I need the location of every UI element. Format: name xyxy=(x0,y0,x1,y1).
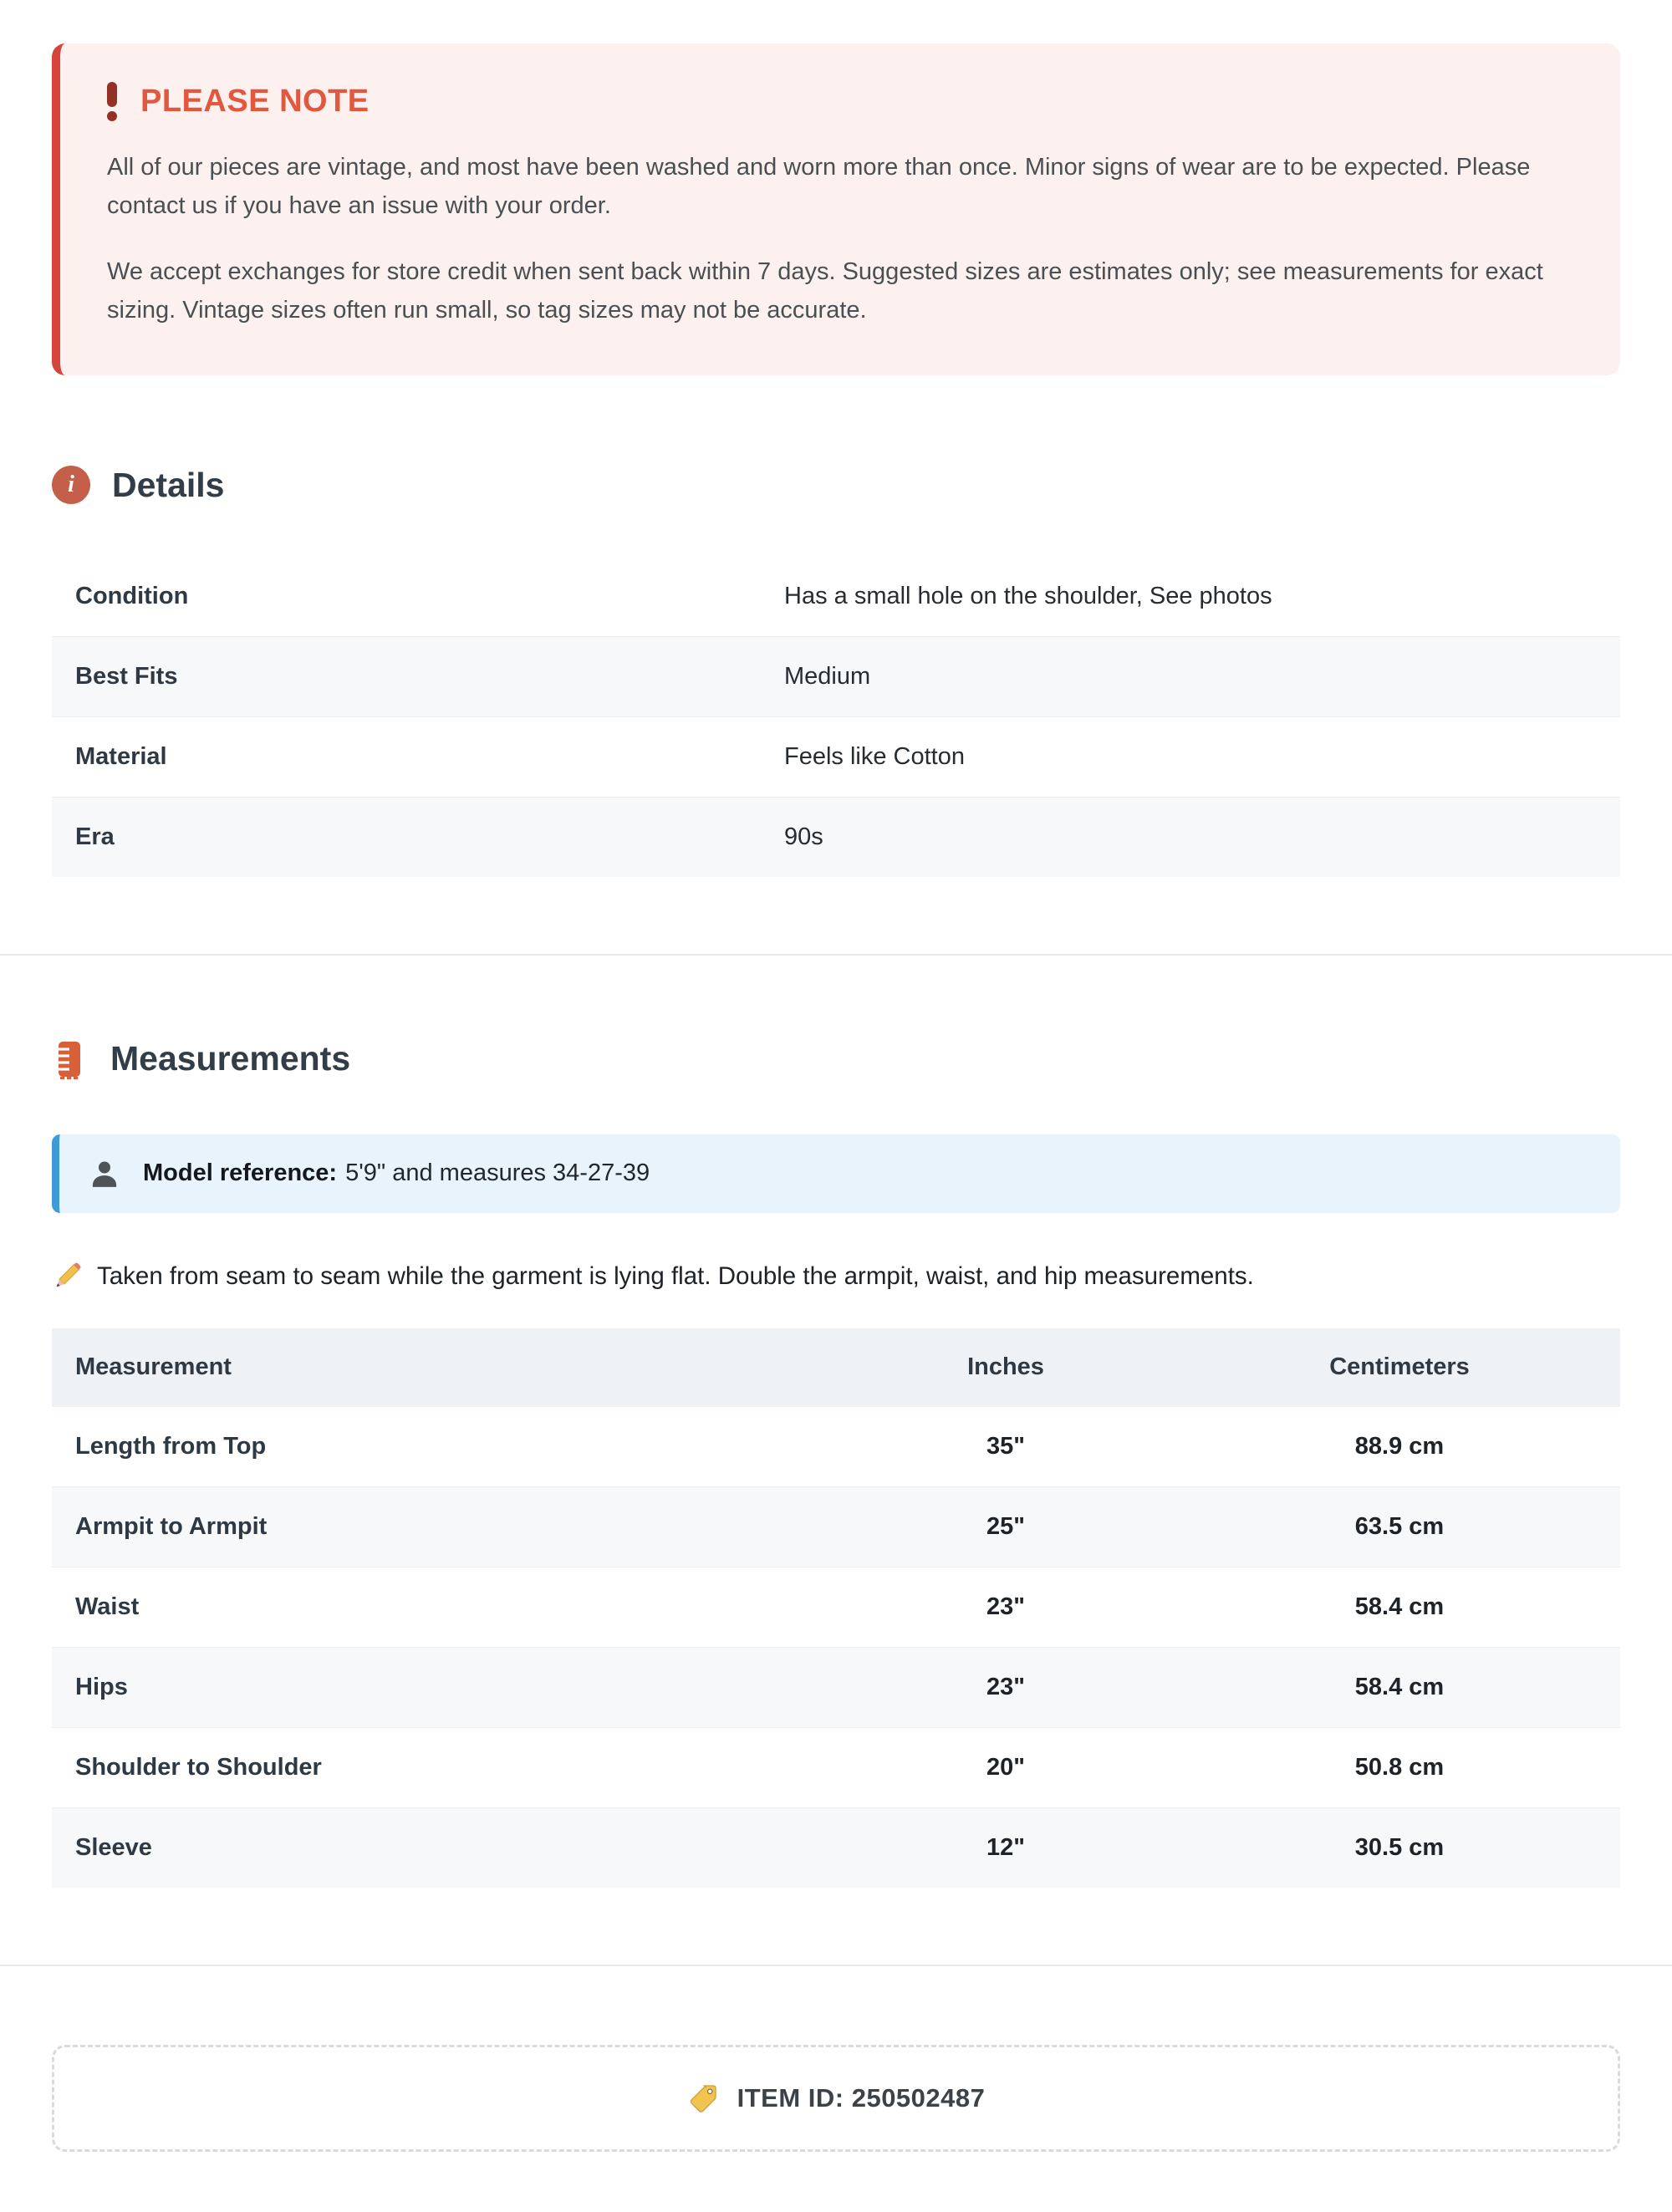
measurement-instructions xyxy=(52,1261,1620,1292)
measurement-name: Length from Top xyxy=(75,1432,267,1460)
info-icon xyxy=(52,466,90,504)
header-inches: Inches xyxy=(967,1353,1044,1380)
table-row xyxy=(52,1727,1620,1807)
details-table xyxy=(52,557,1620,877)
person-icon xyxy=(88,1157,121,1190)
details-label: Best Fits xyxy=(75,662,178,690)
measurement-inches: 23" xyxy=(986,1673,1025,1700)
exclamation-icon xyxy=(107,82,117,121)
details-label: Material xyxy=(75,742,167,770)
details-label: Era xyxy=(75,823,115,850)
ruler-icon xyxy=(52,1039,89,1079)
model-reference-label: Model reference: xyxy=(143,1160,338,1187)
model-reference-callout xyxy=(52,1134,1620,1213)
measurement-instructions-text: Taken from seam to seam while the garment is lying flat. Double the armpit, waist, and hip measurements. xyxy=(97,1261,1254,1290)
measurement-name: Waist xyxy=(75,1593,140,1620)
details-value: Has a small hole on the shoulder, See photos xyxy=(784,582,1272,609)
details-row xyxy=(52,636,1620,716)
details-row xyxy=(52,557,1620,636)
measurement-inches: 20" xyxy=(986,1753,1025,1781)
model-reference-value: 5'9" and measures 34-27-39 xyxy=(345,1160,650,1187)
model-reference-text xyxy=(143,1160,650,1187)
table-row xyxy=(52,1807,1620,1888)
details-value: Medium xyxy=(784,662,871,690)
please-note-header xyxy=(107,82,1572,121)
table-row xyxy=(52,1567,1620,1647)
details-value: 90s xyxy=(784,823,823,850)
section-divider xyxy=(0,1965,1672,1966)
measurement-name: Sleeve xyxy=(75,1833,152,1861)
measurement-inches: 12" xyxy=(986,1833,1025,1861)
measurements-section-title: Measurements xyxy=(110,1039,351,1078)
table-row xyxy=(52,1486,1620,1567)
note-paragraph-1: All of our pieces are vintage, and most have been washed and worn more than once. Minor signs of wear are to be expected. Please contact us if you have an issue with your order. xyxy=(107,154,1531,220)
details-row xyxy=(52,797,1620,877)
measurements-header xyxy=(52,1039,1620,1079)
measurement-name: Shoulder to Shoulder xyxy=(75,1753,322,1781)
measurement-name: Hips xyxy=(75,1673,128,1700)
details-section xyxy=(52,466,1620,877)
measurement-cm: 58.4 cm xyxy=(1354,1673,1445,1700)
measurements-table-header xyxy=(52,1328,1620,1406)
measurement-cm: 58.4 cm xyxy=(1354,1593,1445,1620)
pencil-icon xyxy=(52,1261,82,1292)
table-row xyxy=(52,1406,1620,1486)
please-note-callout xyxy=(52,43,1620,375)
please-note-title: PLEASE NOTE xyxy=(140,84,370,119)
note-paragraph-2: We accept exchanges for store credit when sent back within 7 days. Suggested sizes are estimates only; see measurements for exact sizing. Vintage sizes often run small, so tag sizes may not be accurate. xyxy=(107,257,1543,324)
measurements-section xyxy=(52,1039,1620,1888)
measurements-table xyxy=(52,1328,1620,1888)
header-centimeters: Centimeters xyxy=(1329,1353,1470,1380)
section-divider xyxy=(0,954,1672,956)
details-value: Feels like Cotton xyxy=(784,742,965,770)
measurement-cm: 63.5 cm xyxy=(1354,1512,1445,1540)
measurements-table-body xyxy=(52,1406,1620,1888)
item-id-box xyxy=(52,2045,1620,2152)
measurement-inches: 35" xyxy=(986,1432,1025,1460)
details-label: Condition xyxy=(75,582,189,609)
measurement-inches: 25" xyxy=(986,1512,1025,1540)
details-row xyxy=(52,716,1620,797)
tag-icon xyxy=(687,2082,719,2114)
details-header xyxy=(52,466,1620,505)
measurement-name: Armpit to Armpit xyxy=(75,1512,268,1540)
table-row xyxy=(52,1647,1620,1727)
details-section-title: Details xyxy=(112,465,225,504)
header-measurement: Measurement xyxy=(75,1353,232,1380)
item-id-text: ITEM ID: 250502487 xyxy=(737,2082,986,2113)
measurement-inches: 23" xyxy=(986,1593,1025,1620)
measurement-cm: 88.9 cm xyxy=(1354,1432,1445,1460)
measurement-cm: 50.8 cm xyxy=(1354,1753,1445,1781)
measurement-cm: 30.5 cm xyxy=(1354,1833,1445,1861)
